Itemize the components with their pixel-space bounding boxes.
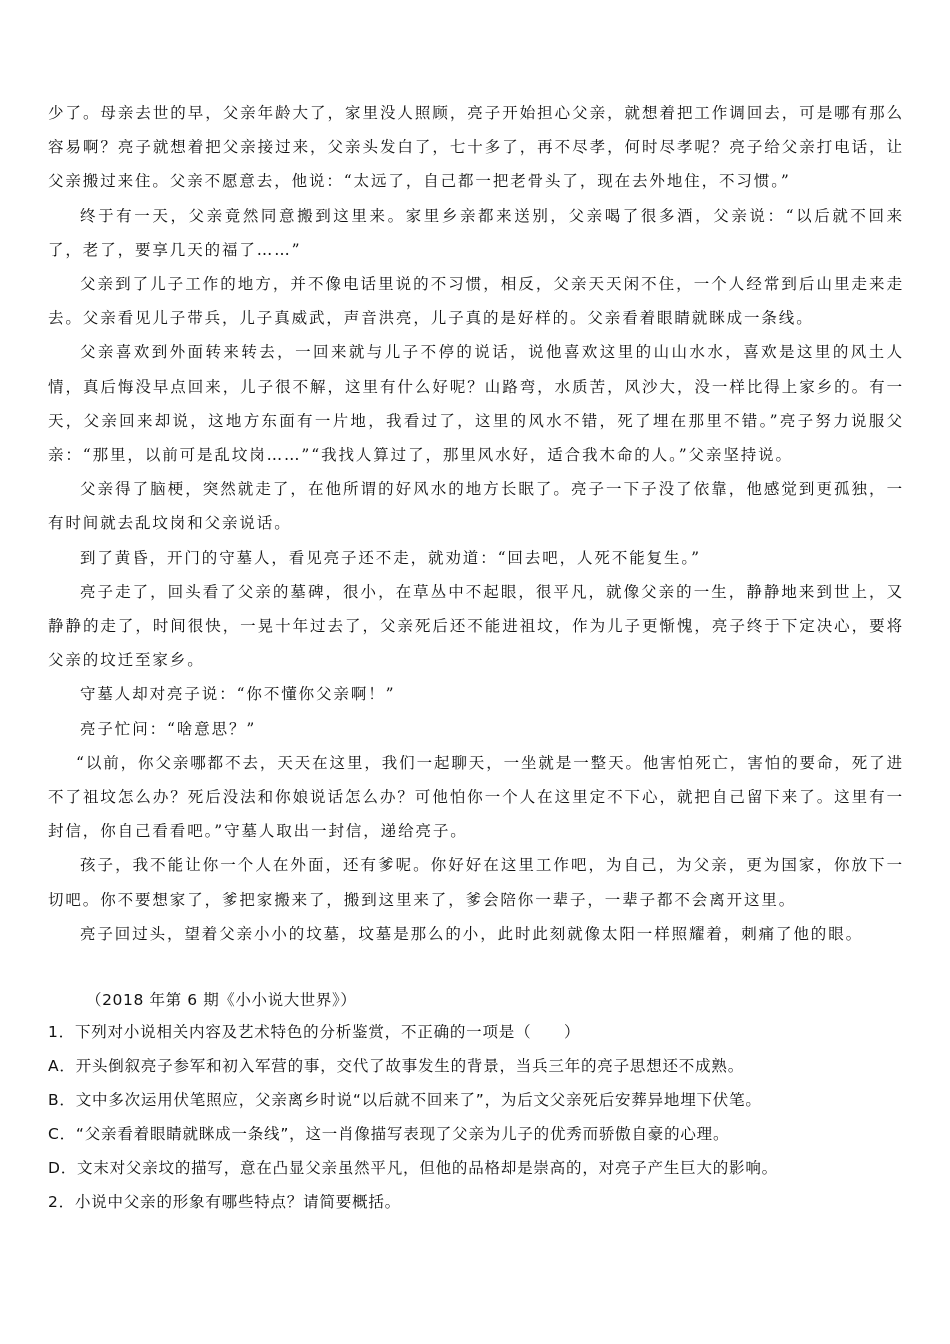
option-d: D．文末对父亲坟的描写，意在凸显父亲虽然平凡，但他的品格却是崇高的，对亮子产生巨大的影响。 bbox=[48, 1159, 778, 1177]
story-paragraph: 守墓人却对亮子说：“你不懂你父亲啊！” bbox=[80, 685, 396, 704]
story-paragraph: 亮子走了，回头看了父亲的墓碑，很小，在草丛中不起眼，很平凡，就像父亲的一生，静静地来到世上，又静静的走了，时间很快，一晃十年过去了，父亲死后还不能进祖坟，作为儿子更惭愧，亮子终于下定决心，要将父亲的坟迁至家乡。 bbox=[48, 582, 904, 670]
story-paragraph: 孩子，我不能让你一个人在外面，还有爹呢。你好好在这里工作吧，为自己，为父亲，更为国家，你放下一切吧。你不要想家了，爹把家搬来了，搬到这里来了，爹会陪你一辈子，一辈子都不会离开这里。 bbox=[48, 856, 904, 909]
question-2-stem: 2．小说中父亲的形象有哪些特点？请简要概括。 bbox=[48, 1193, 401, 1211]
story-paragraph: 到了黄昏，开门的守墓人，看见亮子还不走，就劝道：“回去吧，人死不能复生。” bbox=[80, 548, 701, 567]
option-c: C．“父亲看着眼睛就眯成一条线”，这一肖像描写表现了父亲为儿子的优秀而骄傲自豪的心理。 bbox=[48, 1125, 730, 1143]
option-a: A．开头倒叙亮子参军和初入军营的事，交代了故事发生的背景，当兵三年的亮子思想还不成熟。 bbox=[48, 1057, 745, 1075]
question-1-stem: 1．下列对小说相关内容及艺术特色的分析鉴赏，不正确的一项是（ ） bbox=[48, 1023, 581, 1041]
option-b: B．文中多次运用伏笔照应，父亲离乡时说“以后就不回来了”，为后文父亲死后安葬异地埋下伏笔。 bbox=[48, 1091, 762, 1109]
story-paragraph: 少了。母亲去世的早，父亲年龄大了，家里没人照顾，亮子开始担心父亲，就想着把工作调回去，可是哪有那么容易啊？亮子就想着把父亲接过来，父亲头发白了，七十多了，再不尽孝，何时尽孝呢？亮子给父亲打电话，让父亲搬过来住。父亲不愿意去，他说：“太远了，自己都一把老骨头了，现在去外地住，不习惯。” bbox=[48, 104, 904, 191]
story-paragraph: 父亲得了脑梗，突然就走了，在他所谓的好风水的地方长眠了。亮子一下子没了依靠，他感觉到更孤独，一有时间就去乱坟岗和父亲说话。 bbox=[48, 480, 904, 533]
story-paragraph: 父亲喜欢到外面转来转去，一回来就与儿子不停的说话，说他喜欢这里的山山水水，喜欢是这里的风土人情，真后悔没早点回来，儿子很不解，这里有什么好呢？山路弯，水质苦，风沙大，没一样比得上家乡的。有一天，父亲回来却说，这地方东面有一片地，我看过了，这里的风水不错，死了埋在那里不错。”亮子努力说服父亲：“那里，以前可是乱坟岗……”“我找人算过了，那里风水好，适合我木命的人。”父亲坚持说。 bbox=[48, 343, 904, 465]
story-text bbox=[48, 96, 904, 951]
story-paragraph: 父亲到了儿子工作的地方，并不像电话里说的不习惯，相反，父亲天天闲不住，一个人经常到后山里走来走去。父亲看见儿子带兵，儿子真威武，声音洪亮，儿子真的是好样的。父亲看着眼睛就眯成一条线。 bbox=[48, 275, 904, 328]
story-paragraph: 亮子忙问：“啥意思？” bbox=[80, 719, 257, 738]
story-paragraph: 终于有一天，父亲竟然同意搬到这里来。家里乡亲都来送别，父亲喝了很多酒，父亲说：“以后就不回来了，老了，要享几天的福了……” bbox=[48, 206, 904, 259]
story-paragraph: 亮子回过头，望着父亲小小的坟墓，坟墓是那么的小，此时此刻就像太阳一样照耀着，刺痛了他的眼。 bbox=[80, 924, 864, 943]
source-citation: （2018 年第 6 期《小小说大世界》） bbox=[86, 991, 357, 1009]
story-paragraph: “以前，你父亲哪都不去，天天在这里，我们一起聊天，一坐就是一整天。他害怕死亡，害怕的要命，死了进不了祖坟怎么办？死后没法和你娘说话怎么办？可他怕你一个人在这里定不下心，就把自己留下来了。这里有一封信，你自己看看吧。”守墓人取出一封信，递给亮子。 bbox=[48, 753, 904, 841]
question-section bbox=[48, 1015, 904, 1219]
